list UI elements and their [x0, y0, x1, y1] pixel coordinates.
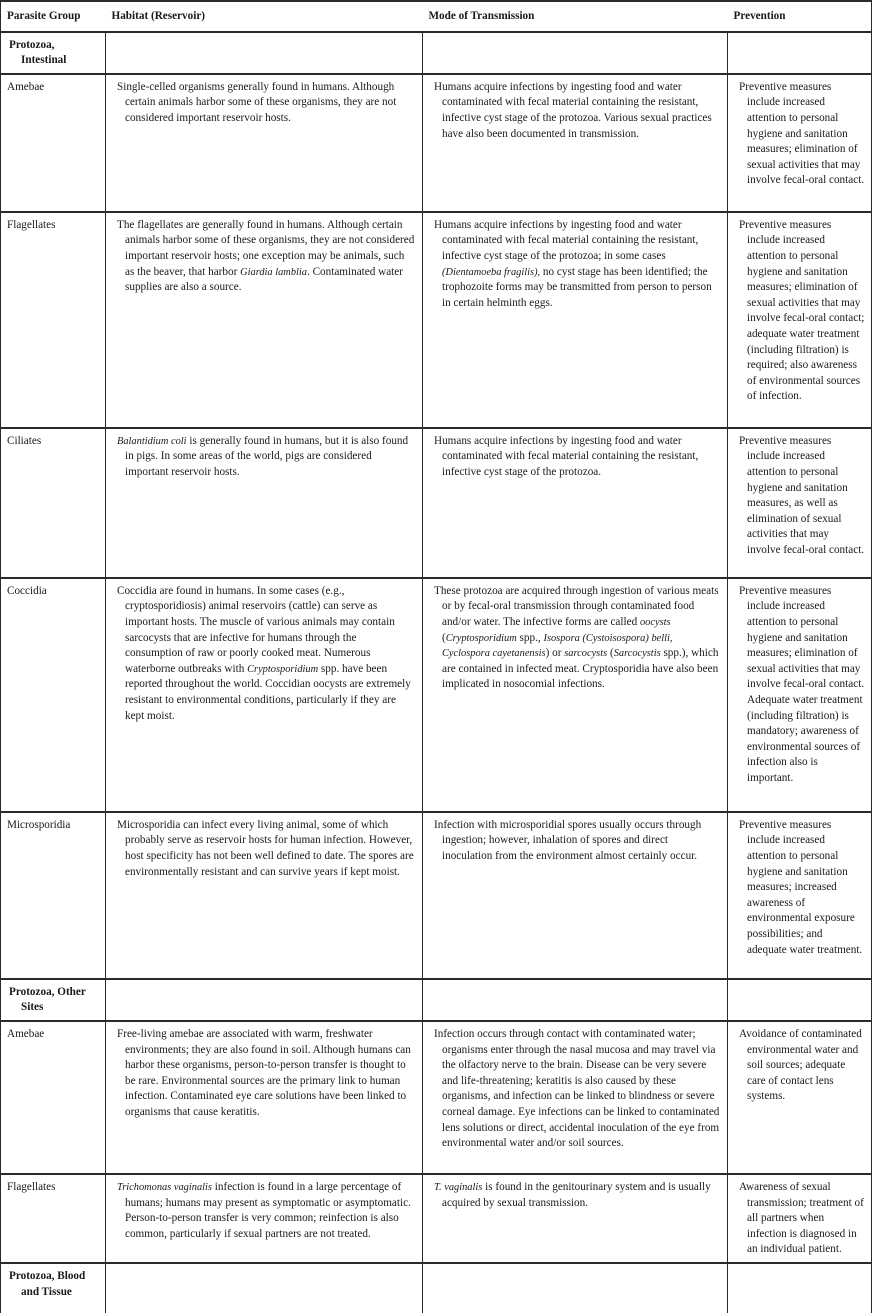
- text-segment: is generally found in humans, but it is also found in pigs. In some areas of the world, pigs are considered important reservoir hosts.: [125, 434, 409, 478]
- habitat-text: Single-celled organisms generally found in humans. Although certain animals harbor some of these organisms, they are not considered important reservoir hosts.: [117, 80, 397, 124]
- group-label: Protozoa, Intestinal: [9, 38, 67, 67]
- species-name: Cryptosporidium: [247, 663, 319, 675]
- group-row-blood-tissue: [1, 1263, 872, 1313]
- transmission-cell: [423, 578, 728, 812]
- transmission-text: [429, 1180, 721, 1211]
- header-prevention: Prevention: [728, 1, 872, 32]
- text-segment: (: [442, 631, 446, 644]
- empty-cell: [106, 1263, 423, 1313]
- parasite-group-cell: Coccidia: [1, 578, 106, 812]
- species-name: Trichomonas vaginalis: [117, 1181, 212, 1193]
- empty-cell: [106, 979, 423, 1021]
- transmission-cell: [423, 212, 728, 428]
- species-name: Sarcocystis: [613, 648, 661, 660]
- group-label-cell: [1, 32, 106, 74]
- transmission-text: Infection occurs through contact with contaminated water; organisms enter through the nasal mucosa and may travel via the olfactory nerve to the brain. Disease can be very severe and life-threatening; keratitis is also caused by these organisms, and infection can be linked to blindness or severe corneal damage. Eye infections can be linked to contaminated lens solutions or direct, accidental inoculation of the eye from environmental water and/or soil sources.: [434, 1027, 720, 1150]
- prevention-text: Awareness of sexual transmission; treatment of all partners when infection is diagnosed in an individual patient.: [739, 1180, 864, 1256]
- habitat-cell: [106, 428, 423, 578]
- species-name: Isospora (Cystoisospora) belli, Cyclospora cayetanensis: [442, 632, 673, 660]
- text-segment: is found in the genitourinary system and is usually acquired by sexual transmission.: [442, 1180, 711, 1209]
- prevention-text: Preventive measures include increased attention to personal hygiene and sanitation measures; elimination of sexual activities that may involve fecal-oral contact.: [739, 80, 865, 187]
- habitat-text: Free-living amebae are associated with warm, freshwater environments; they are also found in soil. Although humans can harbor these organisms, person-to-person transfer is thought to be rare. Environmental sources are the primary link to human infection. Contaminated eye care solutions have been linked to organisms that cause keratitis.: [117, 1027, 411, 1118]
- transmission-cell: [423, 1021, 728, 1174]
- transmission-text: Humans acquire infections by ingesting food and water contaminated with fecal material containing the resistant, infective cyst stage of the protozoa. Various sexual practices have also been documented in transmission.: [434, 80, 712, 140]
- table-row: [1, 1174, 872, 1263]
- text-segment: (: [607, 647, 614, 660]
- prevention-text: Preventive measures include increased attention to personal hygiene and sanitation measures; increased awareness of environmental exposure possibilities; and adequate water treatment.: [739, 818, 863, 956]
- prevention-cell: [728, 1021, 872, 1174]
- text-segment: Humans acquire infections by ingesting food and water contaminated with fecal material containing the resistant, infective cyst stage of the protozoa; in some cases: [434, 218, 699, 262]
- text-segment: infection is found in a large percentage of humans; humans may present as symptomatic or asymptomatic. Person-to-person transfer is very common; reinfection is also common, particularly if sexual partners are not treated.: [125, 1180, 411, 1240]
- empty-cell: [423, 32, 728, 74]
- parasite-group-cell: Amebae: [1, 74, 106, 212]
- parasite-group-cell: Amebae: [1, 1021, 106, 1174]
- text-segment: These protozoa are acquired through ingestion of various meats or by fecal-oral transmission through contaminated food and/or water. The infective forms are called: [434, 584, 719, 628]
- parasite-group-cell: Microsporidia: [1, 812, 106, 979]
- header-parasite-group: Parasite Group: [1, 1, 106, 32]
- prevention-text: Preventive measures include increased attention to personal hygiene and sanitation measures; elimination of sexual activities that may involve fecal-oral contact; adequate water treatment (including filtration) is required; also awareness of environmental sources of infection.: [739, 218, 865, 403]
- table-row: [1, 1021, 872, 1174]
- text-segment: Coccidia are found in humans. In some cases (e.g., cryptosporidiosis) animal reservoirs (cattle) can serve as important hosts. The muscle of various animals may contain sarcocysts that are infective for humans through the consumption of raw or poorly cooked meat. Numerous waterborne outbreaks with: [117, 584, 395, 675]
- transmission-cell: [423, 1174, 728, 1263]
- habitat-text: Microsporidia can infect every living animal, some of which probably serve as reservoir hosts for human infection. However, host specificity has not been well defined to date. The spores are environmentally resistant and can survive years if kept moist.: [117, 818, 414, 878]
- group-label: Protozoa, Other Sites: [9, 985, 86, 1014]
- habitat-text: [112, 434, 416, 481]
- habitat-cell: [106, 212, 423, 428]
- prevention-cell: [728, 212, 872, 428]
- prevention-text: Preventive measures include increased attention to personal hygiene and sanitation measures, as well as elimination of sexual activities that may involve fecal-oral contact.: [739, 434, 865, 556]
- habitat-text: [112, 1180, 416, 1242]
- transmission-text: Infection with microsporidial spores usually occurs through ingestion; however, inhalation of spores and direct inoculation from the environment almost certainly occur.: [434, 818, 702, 862]
- transmission-text: Humans acquire infections by ingesting food and water contaminated with fecal material containing the resistant, infective cyst stage of the protozoa.: [434, 434, 699, 478]
- group-row-other-sites: [1, 979, 872, 1021]
- habitat-text: [112, 584, 416, 724]
- empty-cell: [106, 32, 423, 74]
- empty-cell: [728, 979, 872, 1021]
- empty-cell: [423, 979, 728, 1021]
- empty-cell: [728, 32, 872, 74]
- table-row: [1, 428, 872, 578]
- group-label-cell: [1, 979, 106, 1021]
- term-italic: sarcocysts: [564, 648, 608, 660]
- header-habitat: Habitat (Reservoir): [106, 1, 423, 32]
- header-transmission: Mode of Transmission: [423, 1, 728, 32]
- species-name: (Dientamoeba fragilis),: [442, 266, 541, 278]
- empty-cell: [728, 1263, 872, 1313]
- habitat-cell: [106, 74, 423, 212]
- prevention-cell: [728, 428, 872, 578]
- parasite-group-cell: Ciliates: [1, 428, 106, 578]
- transmission-cell: [423, 812, 728, 979]
- habitat-cell: [106, 1021, 423, 1174]
- species-name: Balantidium coli: [117, 435, 187, 447]
- habitat-cell: [106, 578, 423, 812]
- table-row: [1, 74, 872, 212]
- transmission-cell: [423, 428, 728, 578]
- text-segment: spp.), which are contained in infected meat. Cryptosporidia have also been implicated in nosocomial infections.: [442, 647, 719, 691]
- prevention-cell: [728, 74, 872, 212]
- group-row-intestinal: [1, 32, 872, 74]
- species-name: Cryptosporidium: [445, 632, 517, 644]
- empty-cell: [423, 1263, 728, 1313]
- prevention-text: Avoidance of contaminated environmental water and soil sources; adequate care of contact lens systems.: [739, 1027, 862, 1103]
- transmission-text: [429, 584, 721, 693]
- prevention-cell: [728, 812, 872, 979]
- species-name: Giardia lamblia: [240, 266, 307, 278]
- table-row: [1, 578, 872, 812]
- prevention-cell: [728, 578, 872, 812]
- table-row: [1, 812, 872, 979]
- table-row: [1, 212, 872, 428]
- header-row: [1, 1, 872, 32]
- species-name: T. vaginalis: [434, 1181, 483, 1193]
- text-segment: no cyst stage has been identified; the trophozoite forms may be transmitted from person to person in certain helminth eggs.: [442, 265, 712, 309]
- text-segment: ) or: [545, 647, 565, 660]
- text-segment: spp.,: [516, 631, 544, 644]
- prevention-text: Preventive measures include increased attention to personal hygiene and sanitation measures; elimination of sexual activities that may involve fecal-oral contact. Adequate water treatment (including filtration) is mandatory; awareness of environmental sources of infection also is important.: [739, 584, 865, 784]
- text-segment: spp. have been reported throughout the world. Coccidian oocysts are extremely resistant to environmental conditions, particularly if they are kept moist.: [125, 662, 411, 722]
- parasite-group-cell: Flagellates: [1, 212, 106, 428]
- prevention-cell: [728, 1174, 872, 1263]
- text-segment: The flagellates are generally found in humans. Although certain animals harbor some of these organisms, they are not considered important reservoir hosts; one exception may be animals, such as the beaver, that harbor: [117, 218, 415, 278]
- group-label: Protozoa, Blood and Tissue: [9, 1269, 86, 1298]
- term-italic: oocysts: [639, 616, 671, 628]
- habitat-text: [112, 218, 416, 296]
- text-segment: . Contaminated water supplies are also a source.: [125, 265, 403, 294]
- group-label-cell: [1, 1263, 106, 1313]
- transmission-text: [429, 218, 721, 312]
- habitat-cell: [106, 812, 423, 979]
- parasite-group-cell: Flagellates: [1, 1174, 106, 1263]
- transmission-cell: [423, 74, 728, 212]
- habitat-cell: [106, 1174, 423, 1263]
